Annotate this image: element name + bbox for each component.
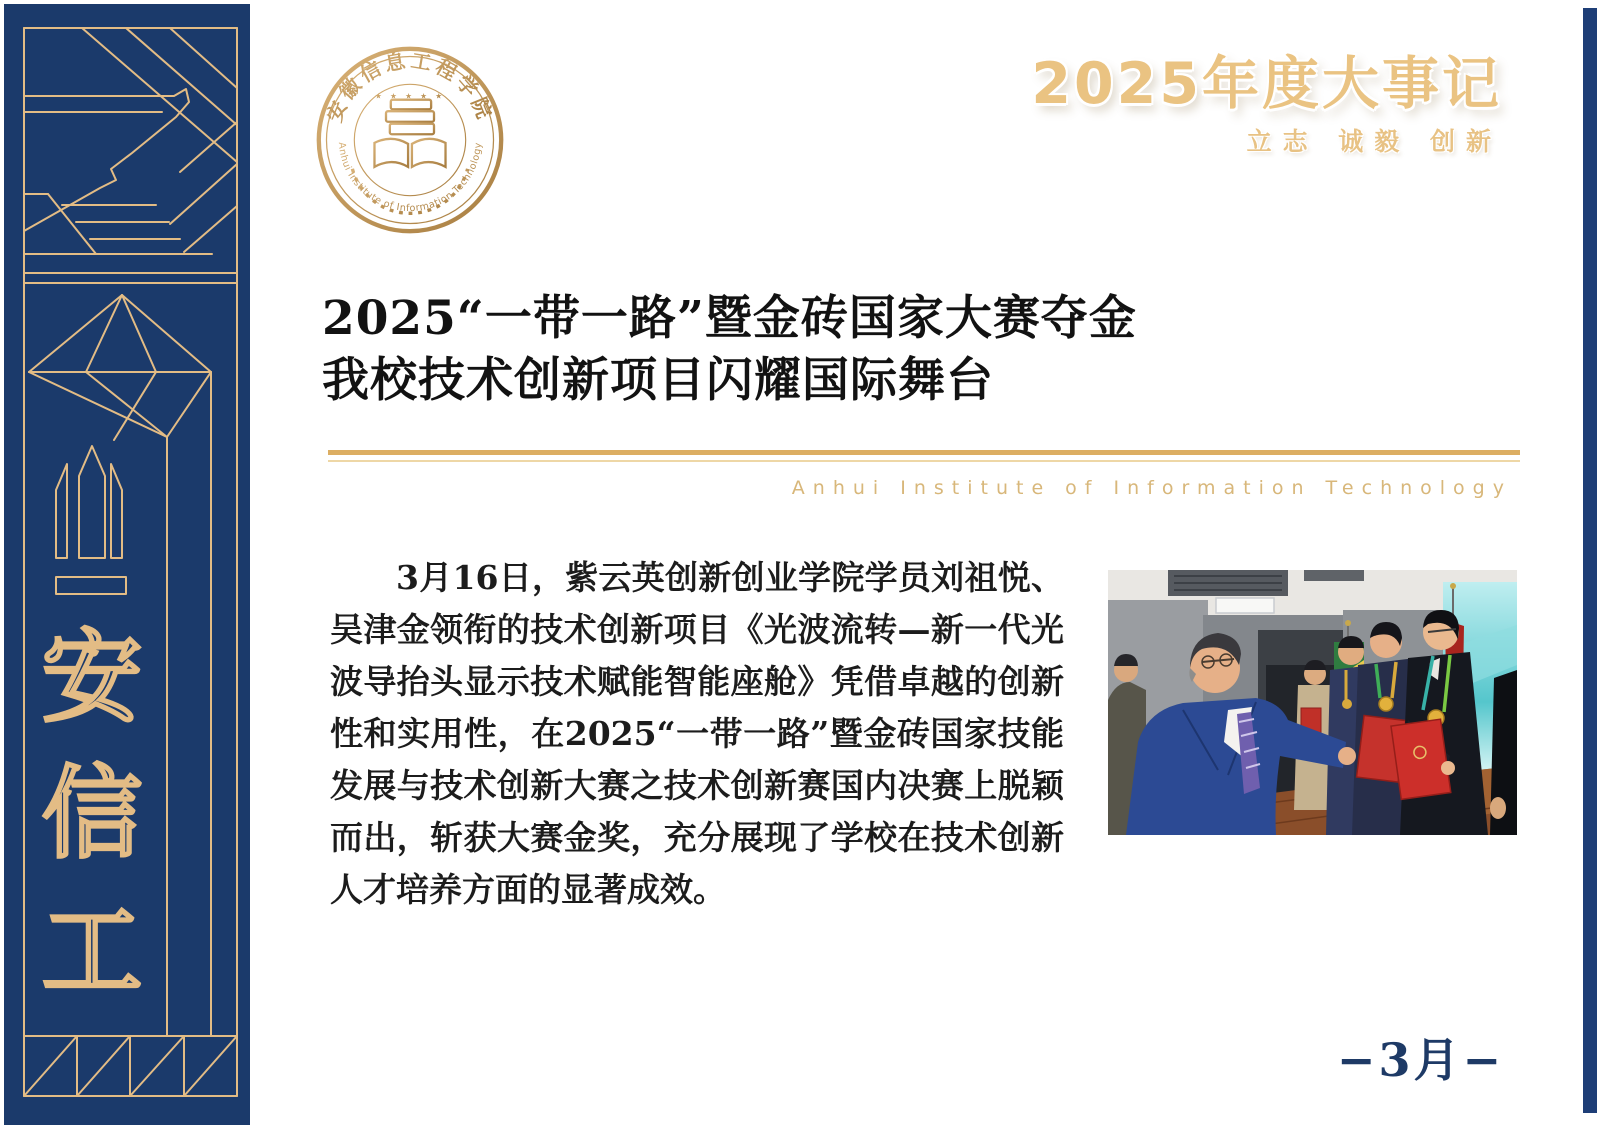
triangle-row: [24, 1036, 237, 1096]
gold-divider: [328, 450, 1520, 462]
sidebar-char-an: 安: [42, 619, 142, 736]
article-title-line2: 我校技术创新项目闪耀国际舞台: [322, 353, 994, 408]
sidebar-line-art: [4, 4, 250, 1125]
photo-certificate: [1391, 719, 1451, 799]
diagonal-hatch: [82, 28, 237, 252]
logo-chinese-name: 安徽信息工程学院: [322, 48, 498, 126]
logo-english-name: Anhui Institute of Information Technology: [335, 141, 485, 215]
article-title: [322, 288, 1137, 412]
photo-bystander-right: [1490, 670, 1517, 835]
masthead: [1031, 51, 1502, 156]
photo-presenter-hand: [1338, 747, 1356, 765]
logo-stars: ★ ★ ★ ★ ★: [374, 91, 446, 101]
sidebar: [4, 4, 250, 1125]
english-caption: Anhui Institute of Information Technology: [791, 477, 1512, 499]
sidebar-char-xin: 信: [42, 755, 142, 872]
year-title: 2025年度大事记: [1031, 51, 1502, 117]
pillar-art: [56, 446, 122, 558]
article-body: 3月16日，紫云英创新创业学院学员刘祖悦、吴津金领衔的技术创新项目《光波流转—新一代光波导抬头显示技术赋能智能座舱》凭借卓越的创新性和实用性，在2025“一带一路”暨金砖国家技能发展与技术创新大赛之技术创新赛国内决赛上脱颖而出，斩获大赛金奖，充分展现了学校在技术创新人才培养方面的显著成效。: [330, 558, 1064, 909]
school-logo: [314, 44, 506, 236]
divider-thin-line: [328, 460, 1520, 462]
month-label: −3月−: [1336, 1033, 1504, 1087]
crystal-art: [29, 295, 211, 440]
sidebar-char-gong: 工: [42, 893, 142, 1010]
award-ceremony-photo: [1108, 570, 1517, 835]
school-motto: 立志 诚毅 创新: [1246, 127, 1502, 156]
article-title-line1: 2025“一带一路”暨金砖国家大赛夺金: [322, 291, 1137, 346]
divider-thick-line: [328, 450, 1520, 455]
logo-book-icon: [374, 100, 445, 167]
abstract-building-art: [24, 89, 212, 254]
char-yi-bar: [56, 577, 126, 594]
right-accent-bar: [1583, 8, 1597, 1113]
